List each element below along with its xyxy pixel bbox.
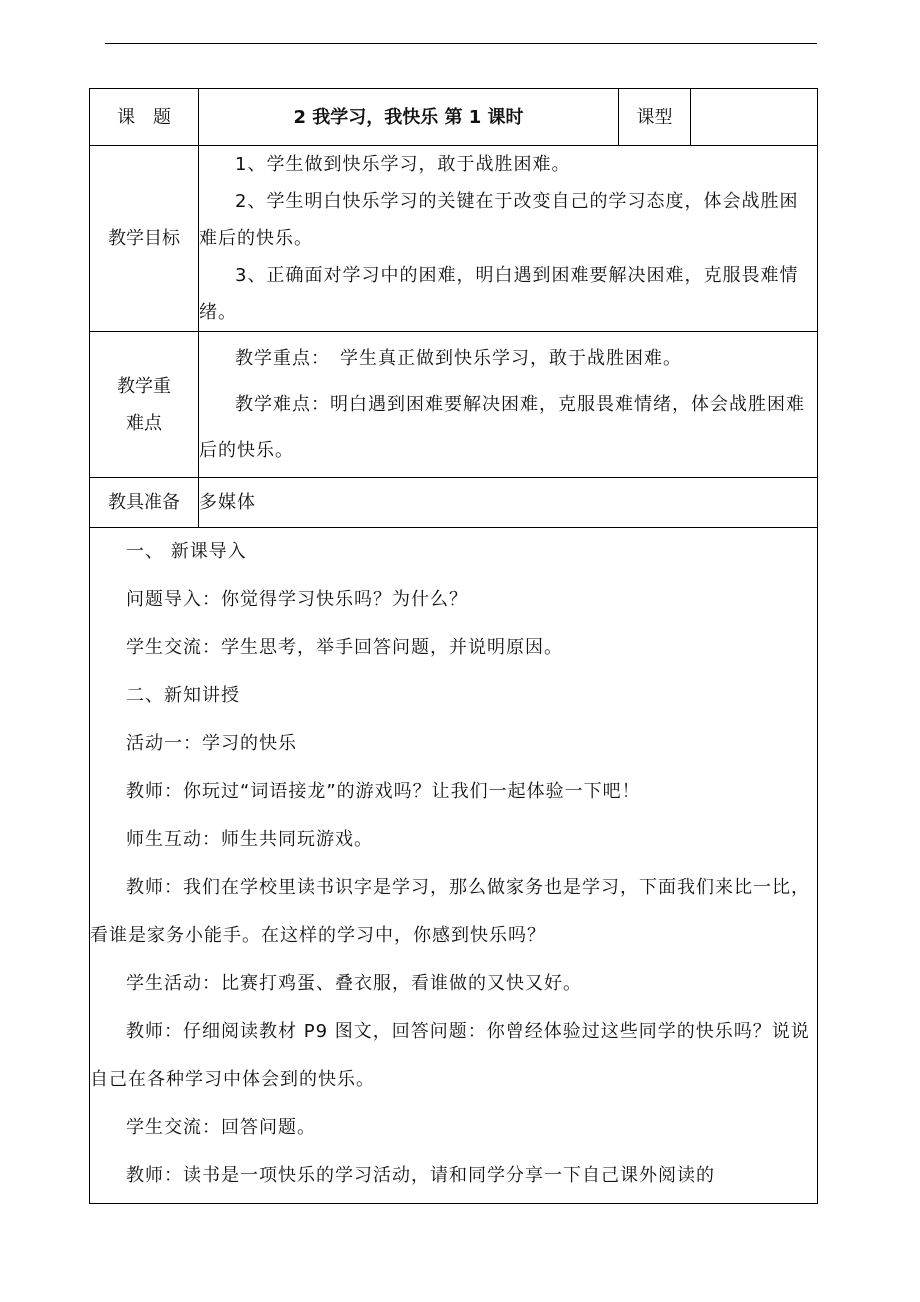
key-points-label-line1: 教学重 [117, 375, 171, 397]
process-paragraph: 教师：读书是一项快乐的学习活动，请和同学分享一下自己课外阅读的 [126, 1165, 715, 1186]
process-paragraph: 二、新知讲授 [126, 685, 240, 706]
process-paragraph: 一、 新课导入 [126, 541, 247, 562]
tools-value: 多媒体 [199, 492, 256, 513]
lesson-title: 2 我学习，我快乐 第 1 课时 [199, 89, 619, 146]
process-paragraph: 学生交流：回答问题。 [126, 1117, 316, 1138]
key-points-label [90, 332, 199, 478]
key-points-label-line2: 难点 [126, 412, 162, 434]
goal-item: 3、正确面对学习中的困难，明白遇到困难要解决困难，克服畏难情绪。 [199, 265, 799, 323]
goals-content [199, 146, 818, 332]
goal-item: 2、学生明白快乐学习的关键在于改变自己的学习态度，体会战胜困难后的快乐。 [199, 191, 799, 249]
process-paragraph: 教师：你玩过“词语接龙”的游戏吗？让我们一起体验一下吧！ [126, 781, 641, 802]
key-point: 教学重点： 学生真正做到快乐学习，敢于战胜困难。 [235, 347, 682, 369]
key-points-content [199, 332, 818, 478]
title-label: 课 题 [90, 89, 199, 146]
tools-label: 教具准备 [90, 478, 199, 528]
tools-row [90, 478, 818, 528]
process-paragraph: 师生互动：师生共同玩游戏。 [126, 829, 373, 850]
process-paragraph: 学生交流：学生思考，举手回答问题，并说明原因。 [126, 637, 563, 658]
goal-item: 1、学生做到快乐学习，敢于战胜困难。 [235, 154, 571, 175]
difficult-point: 教学难点：明白遇到困难要解决困难，克服畏难情绪，体会战胜困难后的快乐。 [199, 393, 805, 461]
type-label: 课型 [619, 89, 691, 146]
process-paragraph: 教师：我们在学校里读书识字是学习，那么做家务也是学习，下面我们来比一比，看谁是家务小能手。在这样的学习中，你感到快乐吗？ [90, 877, 810, 946]
process-row [90, 528, 818, 1204]
tools-value-cell [199, 478, 818, 528]
title-row [90, 89, 818, 146]
process-paragraph: 活动一：学习的快乐 [126, 733, 297, 754]
type-value [691, 89, 818, 146]
process-paragraph: 问题导入：你觉得学习快乐吗？为什么？ [126, 589, 468, 610]
header-rule [105, 43, 817, 44]
goals-label: 教学目标 [90, 146, 199, 332]
goals-row [90, 146, 818, 332]
process-paragraph: 学生活动：比赛打鸡蛋、叠衣服，看谁做的又快又好。 [126, 973, 582, 994]
key-points-row [90, 332, 818, 478]
process-paragraph: 教师：仔细阅读教材 P9 图文，回答问题：你曾经体验过这些同学的快乐吗？说说自己在各种学习中体会到的快乐。 [90, 1021, 810, 1090]
teaching-process [90, 528, 818, 1204]
lesson-plan-table [89, 88, 818, 1204]
